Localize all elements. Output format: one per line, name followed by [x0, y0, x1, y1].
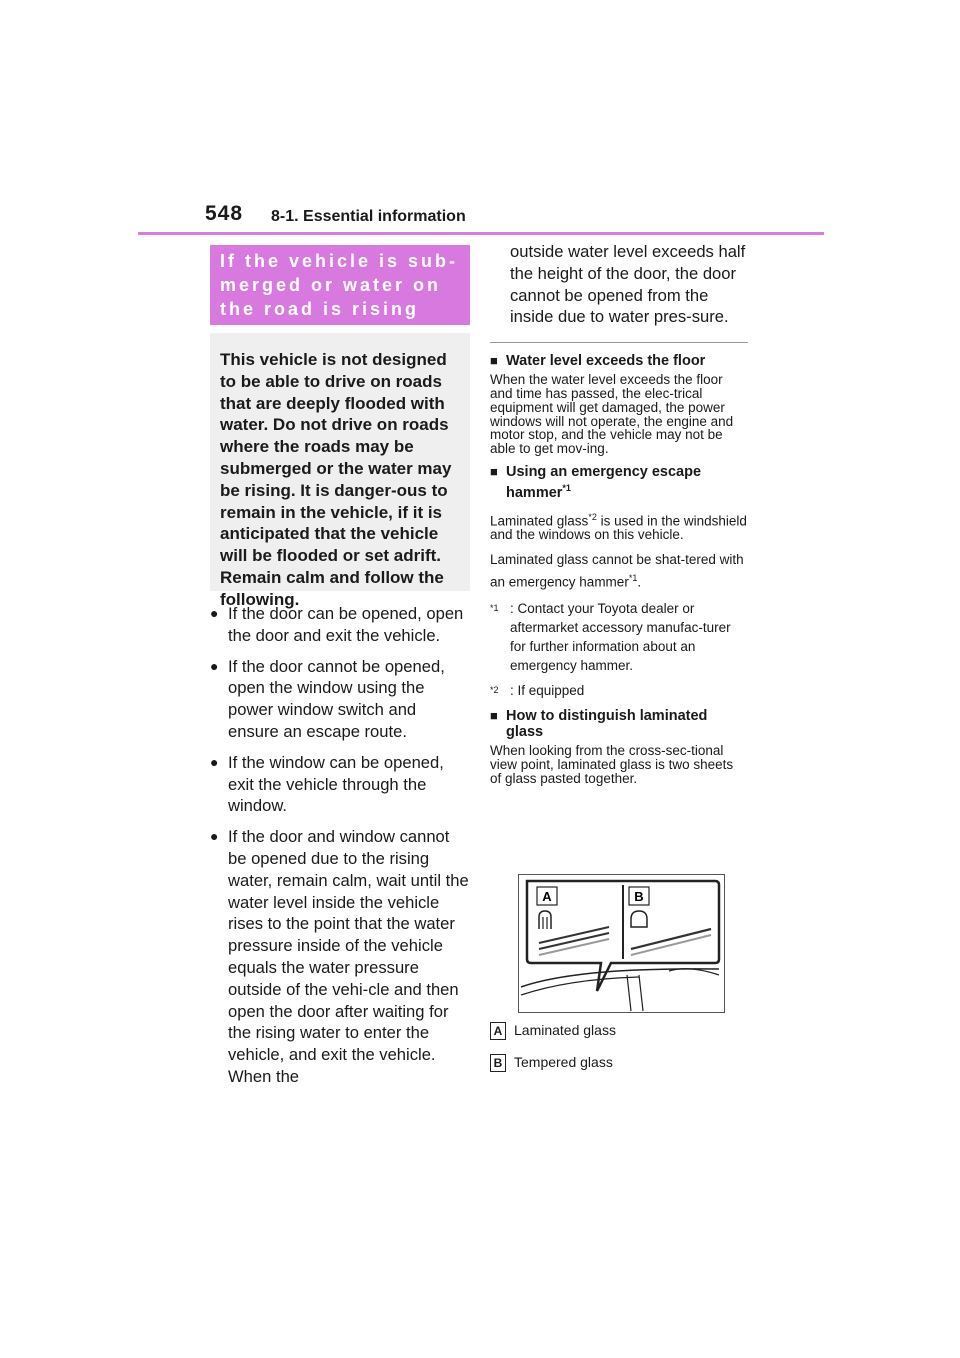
warning-text: This vehicle is not designed to be able to drive on roads that are deeply flooded with water. Do not drive on roads where the roads may be submerged or the water may be rising. It is danger-ous to remain in the vehicle, if it is anticipated that the vehicle will be flooded or set adrift. Remain calm and follow the following. — [220, 350, 452, 609]
subheading-text: Water level exceeds the floor — [506, 353, 706, 370]
subheading-text: Using an emergency escape hammer — [506, 463, 702, 501]
legend-item-a — [490, 1021, 730, 1040]
bullet-icon: ● — [210, 828, 219, 845]
page-header — [205, 202, 825, 232]
text: Laminated glass cannot be shat-tered with an emergency hammer — [490, 551, 744, 590]
footnote-ref: *2 — [588, 511, 597, 522]
footnote-ref: *1 — [628, 572, 638, 583]
bullet-icon: ● — [210, 753, 219, 770]
legend-text: Tempered glass — [514, 1054, 613, 1070]
paragraph — [490, 550, 748, 592]
list-item — [210, 656, 470, 743]
left-column — [210, 245, 470, 1097]
footnote-text: : Contact your Toyota dealer or aftermarket accessory manufac-turer for further information about an emergency hammer. — [510, 601, 731, 674]
glass-cross-section-figure — [518, 874, 725, 1013]
right-column — [490, 241, 748, 794]
subheading-distinguish-glass — [490, 708, 748, 740]
paragraph: When looking from the cross-sec-tional view point, laminated glass is two sheets of glass pasted together. — [490, 743, 734, 786]
topic-heading: If the vehicle is sub- merged or water on the road is rising — [220, 251, 459, 319]
list-item — [210, 603, 470, 647]
legend-item-b — [490, 1053, 730, 1072]
glass-illustration — [519, 875, 724, 1012]
text: Laminated glass — [490, 513, 589, 529]
bullet-icon: ● — [210, 605, 219, 621]
topic-heading-box — [210, 245, 470, 325]
subheading-escape-hammer — [490, 464, 748, 501]
page-number: 548 — [205, 202, 244, 225]
footnote — [490, 599, 748, 675]
legend-text: Laminated glass — [514, 1022, 616, 1038]
legend-key: A — [490, 1022, 506, 1040]
list-item-text: If the window can be opened, exit the vehicle through the window. — [228, 752, 444, 816]
legend-key: B — [490, 1054, 506, 1072]
footnote-mark: *1 — [490, 603, 499, 614]
text: . — [637, 574, 642, 590]
list-item-text: If the door cannot be opened, open the window using the power window switch and ensure an escape route. — [228, 656, 445, 741]
list-item — [210, 752, 470, 817]
warning-box — [210, 333, 470, 609]
square-bullet-icon: ■ — [490, 353, 498, 369]
square-bullet-icon: ■ — [490, 463, 498, 479]
divider — [490, 342, 748, 343]
footnote-text: : If equipped — [510, 683, 585, 699]
header-rule — [138, 232, 824, 235]
list-item-text: If the door and window cannot be opened due to the rising water, remain calm, wait until the water level inside the vehicle rises to the point that the water pressure inside of the vehicle equals the water pressure outside of the vehi-cle and then open the door after waiting for the rising water to enter the vehicle, and exit the vehicle. When the — [228, 827, 469, 1086]
bullet-icon: ● — [210, 657, 219, 674]
bullet-list — [210, 603, 470, 1088]
footnote-ref: *1 — [562, 482, 571, 493]
subheading-text: How to distinguish laminated glass — [506, 708, 708, 741]
paragraph — [490, 511, 748, 542]
footnote — [490, 681, 748, 700]
subheading-water-level — [490, 353, 748, 369]
square-bullet-icon: ■ — [490, 708, 498, 724]
paragraph: When the water level exceeds the floor and time has passed, the elec-trical equipment will get damaged, the power windows will not operate, the engine and motor stop, and the vehicle may not be able to get mov-ing. — [490, 372, 734, 457]
text: is used in the windshield and the windows on this vehicle. — [490, 513, 747, 543]
figure-label-a: A — [542, 889, 552, 904]
list-item — [210, 826, 470, 1088]
figure-label-b: B — [634, 889, 644, 904]
section-title: 8-1. Essential information — [271, 208, 466, 225]
footnote-mark: *2 — [490, 685, 499, 696]
list-item-text: If the door can be opened, open the door and exit the vehicle. — [228, 604, 464, 645]
continued-text: outside water level exceeds half the height of the door, the door cannot be opened from the inside due to water pres-sure. — [510, 242, 746, 327]
